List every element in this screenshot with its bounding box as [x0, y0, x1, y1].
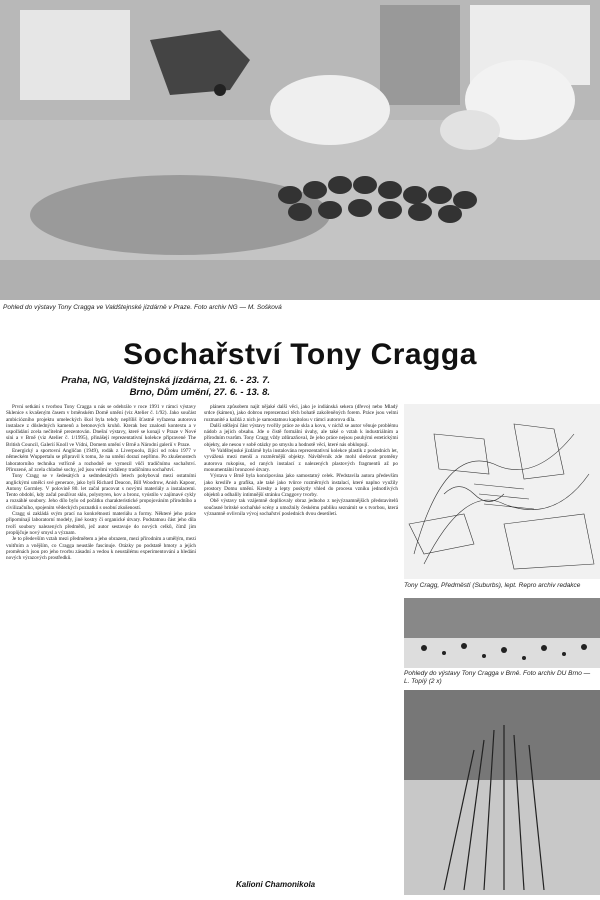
paragraph: plánem způsobem najít nějaké další věci, jako je indiánská sekera (dřevo) nebo Mladý srdce (kámen), jako dobrou reprezentaci těch bohatě zakořeněných forem. Práce jsou velmi rozmanité a každá z nich je samostatnou kapitolou v rámci autorova díla. — [204, 404, 398, 423]
paragraph: Obě výstavy tak vzájemně doplňovaly obraz jednoho z nejvýznamnějších představitelů současné britské sochařské scény a umožnily českému publiku seznámit se s tvorbou, která významně ovlivnila vývoj sochařství posledních dvou desetiletí. — [204, 498, 398, 518]
photo-caption-brno: Pohledy do výstavy Tony Cragga v Brně. Foto archiv DU Brno — L. Topíý (2 x) — [404, 670, 591, 685]
etching-photo-suburbs-image — [404, 404, 600, 579]
paragraph: Výstava v Brně byla koncipována jako samostatný celek. Představila autora především jako kreslíře a grafika, ale také jako tvůrce rozměrných instalací, které naplno využily prostory Domu umění. Kresby a lepty poskytly vhled do procesu vzniku jednotlivých objektů a odhalily intimnější stránku Craggovy tvorby. — [204, 473, 398, 499]
etching-photo-suburbs — [404, 404, 600, 579]
photo-caption-suburbs: Tony Cragg, Předměstí (Suburbs), lept. Repro archiv redakce — [404, 582, 581, 589]
venue-info — [10, 375, 270, 399]
paragraph: Ve Valdštejnské jízdárně byla instalována reprezentativní kolekce plastik z posledních let, vyvážená mezi menší a rozměrnější objekty. Návštěvník zde mohl sledovat proměny autorova rukopisu, od raných instalací z nalezených plastových fragmentů až po monumentální bronzové útvary. — [204, 448, 398, 473]
exhibition-photo-prague — [0, 0, 600, 300]
article-author: Kalioni Chamonikola — [236, 880, 316, 889]
exhibition-photo-brno-2 — [404, 690, 600, 895]
paragraph: Je to především vztah mezi předmětem a jeho obrazem, mezi přírodním a umělým, mezi vnitřním a vnějším, co Cragga neustále fascinuje. Otázky po podstatě hmoty a jejích proměnách jsou pro jeho tvorbu zásadní a vedou k neustálému experimentování a hledání nových výrazových prostředků. — [6, 536, 196, 562]
exhibition-photo-brno-1-image — [404, 598, 600, 668]
article-title: Sochařství Tony Cragga — [123, 338, 477, 371]
paragraph: Tony Cragg se v šedesátých a sedmdesátých letech pohyboval mezi ostatními anglickými umělci své generace, jako byli Richard Deacon, Bill Woodrow, Anish Kapoor, Antony Gormley. V polovině 80. let začal pracovat s novými materiály a instalacemi. Tento období, kdy začal používat sklo, polystyren, kov a bronz, vyústilo v zajímavé cykly a rozsáhlé soubory. Jeho dílo bylo od počátku charakteristické propojováním přírodního a civilizačního, spojením vědeckých poznatků s osobní zkušeností. — [6, 473, 196, 511]
photo-caption-prague: Pohled do výstavy Tony Cragga ve Valdštejnské jízdárně v Praze. Foto archiv NG — M. Sošková — [3, 304, 282, 311]
paragraph: První setkání s tvorbou Tony Cragga u nás se odehrálo v roce 1991 v rámci výstavy Sklenice s kvašeným časem v brněnském Domě umění (viz Atelier č. 1/92). Jako součást ambiciózního projektu umeleckých škol byla tehdy nepříliš šťastně vyřazena autorova instalace z důsledných kamenů a betonových kruhů. Kterak bez znalosti kontextu a v uspořádání zcela nečitelně prezentován. Dnešní výstavy, které se konají v Praze v Nové síni a v Brně (viz Atelier č. 1/1995), přinášejí reprezentativní kolekce připravené The British Council, Galerií Knoll ve Vídni, Domem umění v Brně a Národní galerií v Praze. — [6, 404, 196, 448]
article-column-1 — [6, 404, 196, 878]
exhibition-photo-prague-image — [0, 0, 600, 300]
venue-brno: Brno, Dům umění, 27. 6. - 13. 8. — [129, 387, 270, 398]
venue-prague: Praha, NG, Valdštejnská jízdárna, 21. 6. - 23. 7. — [61, 375, 270, 386]
paragraph: Energický a sportovní Angličan (1949), rodák z Liverpoolu, žijící od roku 1977 v německém Wuppertalu se připravil k tomu, že na umění dorazí nepřímo. Po zkušenostech laboratorního technika vstřícně a rozhodně se vymezil vůči tradičnímu sochařství. Přirozené, ač zcela chladné sochy, jež jsou velmi vzdáleny tradičnímu sochařství. — [6, 448, 196, 473]
exhibition-photo-brno-1 — [404, 598, 600, 668]
paragraph: Další stěžejní část výstavy tvořily práce ze skla a kovu, v nichž se autor věnuje problému nádob a jejich obsahu. Jde o čistě formální úvahy, ale také o vztah k industriálním a přírodním tvarům. Tony Cragg vždy zdůrazňoval, že jeho práce nejsou pouhými estetickými objekty, ale nesou v sobě otázky po smyslu a hodnotě věcí, které nás obklopují. — [204, 422, 398, 448]
exhibition-photo-brno-2-image — [404, 690, 600, 895]
article-column-2 — [204, 404, 398, 876]
paragraph: Cragg si zakládá svým prací na konkrétnosti materiálu a formy. Některé jeho práce připomínají laboratorní modely, jiné kostry či organické útvary. Podstatnou část jeho díla tvoří soubory nalezených předmětů, jež autor sestavuje do nových celků, čímž jim propůjčuje nový smysl a význam. — [6, 511, 196, 536]
